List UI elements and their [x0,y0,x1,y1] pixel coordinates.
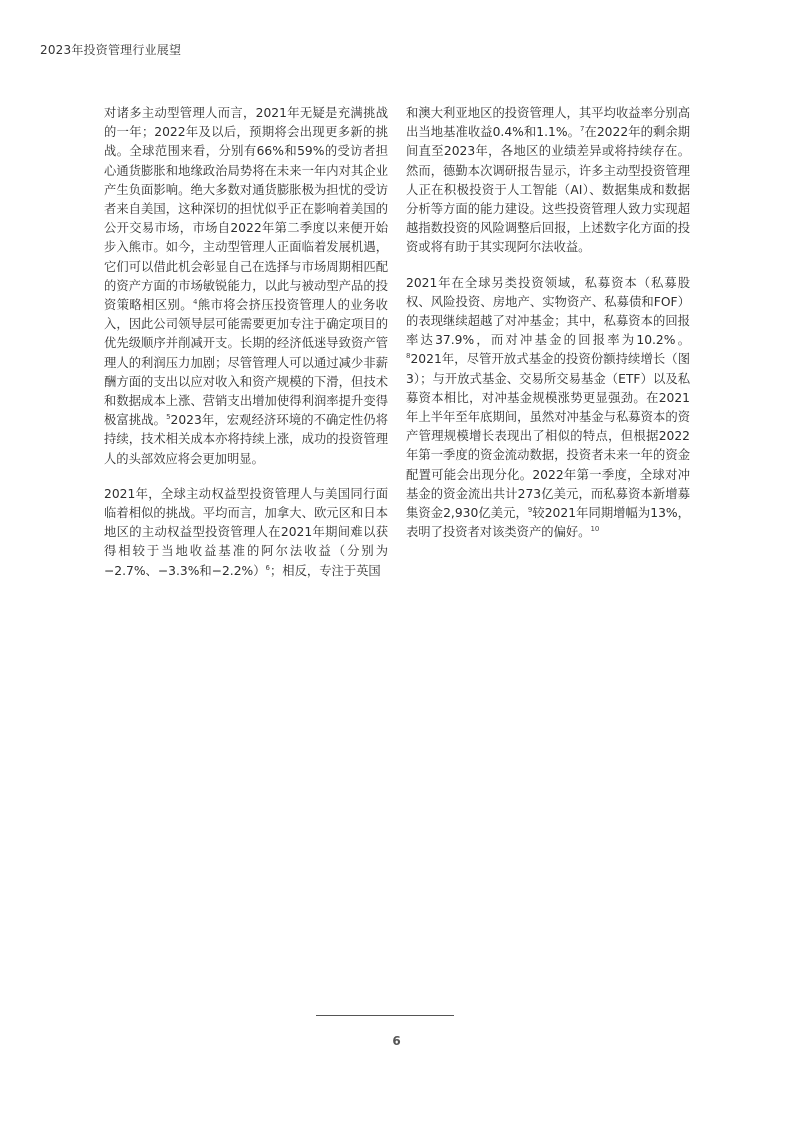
footnote-ref: 6 [265,563,270,572]
footnote-ref: 8 [406,352,411,361]
running-header: 2023年投资管理行业展望 [40,43,182,57]
paragraph-text: 2023年，宏观经济环境的不确定性仍将持续，技术相关成本亦将持续上涨，成功的投资管理人的头部效应将会更加明显。 [104,413,388,466]
footer-divider [316,1015,454,1016]
left-column [104,104,388,597]
paragraph-text: 2021年在全球另类投资领域，私募资本（私募股权、风险投资、房地产、实物资产、私募债和FOF）的表现继续超越了对冲基金；其中，私募资本的回报率达37.9%，而对冲基金的回报率为10.2%。 [406,275,690,348]
footnote-ref: 7 [579,125,585,134]
right-column [406,104,690,558]
paragraph-text: 和澳大利亚地区的投资管理人，其平均收益率分别高出当地基准收益0.4%和1.1%。 [406,106,690,140]
body-paragraph [104,104,388,469]
paragraph-text: 对诸多主动型管理人而言，2021年无疑是充满挑战的一年；2022年及以后，预期将会出现更多新的挑战。全球范围来看，分别有66%和59%的受访者担心通货膨胀和地缘政治局势将在未来一年内对其企业产生负面影响。绝大多数对通货膨胀极为担忧的受访者来自美国，这种深切的担忧似乎正在影响着美国的公开交易市场，市场自2022年第二季度以来便开始步入熊市。如今，主动型管理人正面临着发展机遇，它们可以借此机会彰显自己在选择与市场周期相匹配的资产方面的市场敏锐能力，以此与被动型产品的投资策略相区别。 [104,106,388,313]
paragraph-text: 在2022年的剩余期间直至2023年，各地区的业绩差异或将持续存在。然而，德勤本次调研报告显示，许多主动型投资管理人正在积极投资于人工智能（AI）、数据集成和数据分析等方面的能力建设。这些投资管理人致力实现超越指数投资的风险调整后回报，上述数字化方面的投资或将有助于其实现阿尔法收益。 [406,125,691,255]
paragraph-text: 较2021年同期增幅为13%，表明了投资者对该类资产的偏好。 [406,506,690,540]
body-paragraph [406,104,690,258]
body-paragraph [406,274,690,543]
paragraph-text: 2021年，尽管开放式基金的投资份额持续增长（图3）；与开放式基金、交易所交易基金（ETF）以及私募资本相比，对冲基金规模涨势更显强劲。在2021年上半年至年底期间，虽然对冲基金与私募资本的资产管理规模增长表现出了相似的特点，但根据2022年第一季度的资金流动数据，投资者未来一年的资金配置可能会出现分化。2022年第一季度，全球对冲基金的资金流出共计273亿美元，而私募资本新增募集资金2,930亿美元， [406,352,690,521]
footnote-ref: 4 [192,297,198,306]
footnote-ref: 10 [590,525,600,534]
paragraph-text: ；相反，专注于英国 [270,563,381,578]
paragraph-text: 2021年，全球主动权益型投资管理人与美国同行面临着相似的挑战。平均而言，加拿大、欧元区和日本地区的主动权益型投资管理人在2021年期间难以获得相较于当地收益基准的阿尔法收益（分别为−2.7%、−3.3%和−2.2%） [104,486,388,578]
page-number: 6 [392,1034,401,1048]
footnote-ref: 9 [527,505,533,514]
paragraph-text: 熊市将会挤压投资管理人的业务收入，因此公司领导层可能需要更加专注于确定项目的优先级顺序并削减开支。长期的经济低迷导致资产管理人的利润压力加剧；尽管管理人可以通过减少非薪酬方面的支出以应对收入和资产规模的下滑，但技术和数据成本上涨、营销支出增加使得利润率提升变得极富挑战。 [104,298,388,428]
footnote-ref: 5 [166,413,171,422]
body-paragraph [104,485,388,581]
